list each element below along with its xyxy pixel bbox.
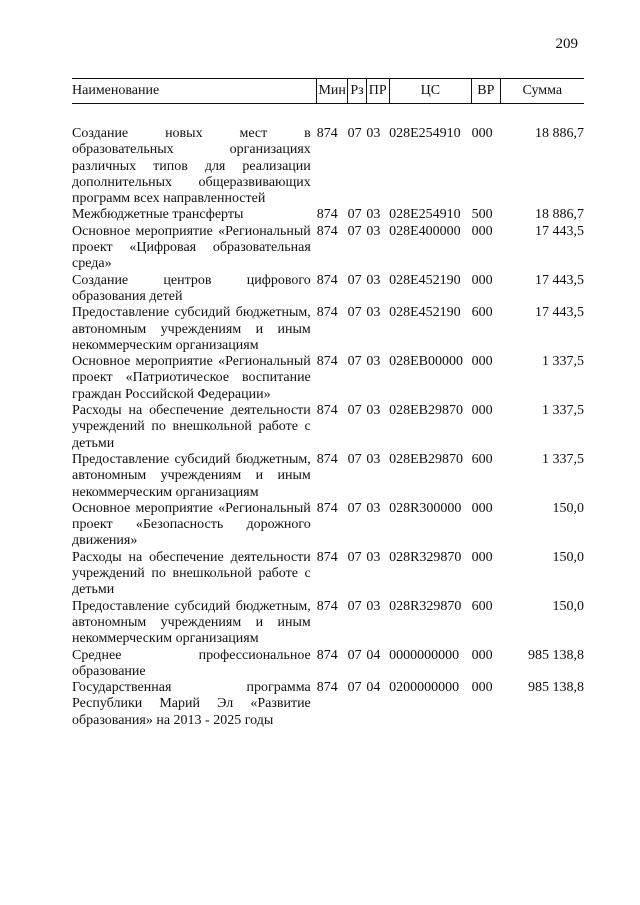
header-min: Мин [317, 79, 348, 104]
row-sum: 18 886,7 [535, 207, 584, 223]
row-sum: 985 138,8 [528, 680, 584, 696]
row-cs: 028EB29870 [389, 403, 463, 419]
row-sum: 1 337,5 [542, 451, 584, 467]
row-pr: 04 [366, 680, 381, 696]
table-row [72, 648, 584, 681]
row-pr: 03 [366, 549, 381, 565]
row-rz: 07 [347, 207, 362, 223]
row-rz: 07 [347, 500, 362, 516]
page-number: 209 [555, 36, 578, 52]
row-rz: 07 [347, 223, 362, 239]
row-name: Основное мероприятие «Региональный проект «Цифровая образовательная среда» [72, 223, 311, 272]
row-vr: 600 [471, 451, 493, 467]
row-vr: 000 [471, 126, 493, 141]
row-cs: 0000000000 [389, 647, 460, 663]
row-min: 874 [316, 126, 338, 141]
row-rz: 07 [347, 451, 362, 467]
row-sum: 985 138,8 [528, 647, 584, 663]
row-name: Создание новых мест в образовательных организациях различных типов для реализации дополнительных общеразвивающих программ всех направленностей [72, 126, 311, 207]
row-name: Межбюджетные трансферты [72, 207, 244, 223]
table-row [72, 354, 584, 403]
row-sum: 17 443,5 [535, 305, 584, 321]
header-cs: ЦС [389, 79, 471, 104]
row-min: 874 [316, 354, 338, 370]
row-name: Предоставление субсидий бюджетным, автономным учреждениям и иным некоммерческим организациям [72, 305, 311, 353]
row-pr: 03 [366, 451, 381, 467]
header-vr: ВР [472, 79, 501, 104]
row-name: Предоставление субсидий бюджетным, автономным учреждениям и иным некоммерческим организациям [72, 451, 311, 500]
row-pr: 03 [366, 354, 381, 370]
row-sum: 1 337,5 [542, 403, 584, 419]
row-rz: 07 [347, 305, 362, 321]
row-cs: 028E254910 [389, 207, 461, 223]
header-sum: Сумма [500, 79, 584, 104]
row-rz: 07 [347, 647, 362, 663]
table-header [72, 79, 584, 104]
row-vr: 000 [471, 223, 493, 239]
row-vr: 000 [471, 647, 493, 663]
row-cs: 028E254910 [389, 126, 461, 141]
row-sum: 18 886,7 [535, 126, 584, 141]
row-cs: 028EB29870 [389, 451, 463, 467]
row-sum: 150,0 [552, 549, 584, 565]
row-sum: 1 337,5 [542, 354, 584, 370]
row-sum: 17 443,5 [535, 272, 584, 288]
row-vr: 000 [471, 272, 493, 288]
row-rz: 07 [347, 680, 362, 696]
row-cs: 028R329870 [389, 598, 462, 614]
row-vr: 000 [471, 500, 493, 516]
row-name: Основное мероприятие «Региональный проект «Безопасность дорожного движения» [72, 500, 311, 549]
row-vr: 000 [471, 354, 493, 370]
row-rz: 07 [347, 126, 362, 141]
row-cs: 028R329870 [389, 549, 462, 565]
row-pr: 03 [366, 207, 381, 223]
row-vr: 500 [471, 207, 493, 223]
row-pr: 03 [366, 272, 381, 288]
row-cs: 028EB00000 [389, 354, 463, 370]
row-min: 874 [316, 598, 338, 614]
row-rz: 07 [347, 403, 362, 419]
row-name: Основное мероприятие «Региональный проект «Патриотическое воспитание граждан Российской Федерации» [72, 354, 311, 402]
table-row [72, 550, 584, 599]
spacer-row [72, 104, 584, 127]
table-row [72, 452, 584, 501]
row-pr: 03 [366, 598, 381, 614]
row-min: 874 [316, 549, 338, 565]
row-cs: 028R300000 [389, 500, 462, 516]
row-min: 874 [316, 207, 338, 223]
row-min: 874 [316, 451, 338, 467]
table-row [72, 273, 584, 306]
row-min: 874 [316, 305, 338, 321]
row-name: Предоставление субсидий бюджетным, автономным учреждениям и иным некоммерческим организациям [72, 598, 311, 647]
header-name: Наименование [72, 83, 160, 98]
table-row [72, 680, 584, 729]
table-row [72, 207, 584, 223]
row-name: Расходы на обеспечение деятельности учреждений по внешкольной работе с детьми [72, 403, 311, 451]
row-vr: 600 [471, 598, 493, 614]
row-rz: 07 [347, 598, 362, 614]
row-cs: 028E400000 [389, 223, 461, 239]
row-min: 874 [316, 647, 338, 663]
row-pr: 03 [366, 223, 381, 239]
row-sum: 150,0 [552, 500, 584, 516]
row-name: Создание центров цифрового образования детей [72, 272, 311, 304]
table-row [72, 126, 584, 207]
row-min: 874 [316, 500, 338, 516]
table-row [72, 599, 584, 648]
header-rz: Рз [348, 79, 367, 104]
row-cs: 0200000000 [389, 680, 460, 696]
row-rz: 07 [347, 354, 362, 370]
row-pr: 03 [366, 305, 381, 321]
row-min: 874 [316, 403, 338, 419]
row-min: 874 [316, 272, 338, 288]
budget-table [72, 78, 584, 729]
row-name: Среднее профессиональное образование [72, 647, 311, 679]
row-cs: 028E452190 [389, 272, 461, 288]
row-rz: 07 [347, 549, 362, 565]
row-name: Расходы на обеспечение деятельности учреждений по внешкольной работе с детьми [72, 549, 311, 598]
row-min: 874 [316, 223, 338, 239]
row-pr: 03 [366, 126, 381, 141]
table-body [72, 104, 584, 729]
row-rz: 07 [347, 272, 362, 288]
row-pr: 03 [366, 500, 381, 516]
row-cs: 028E452190 [389, 305, 461, 321]
row-pr: 03 [366, 403, 381, 419]
row-vr: 000 [471, 403, 493, 419]
row-vr: 000 [471, 549, 493, 565]
row-min: 874 [316, 680, 338, 696]
row-pr: 04 [366, 647, 381, 663]
table-row [72, 305, 584, 354]
row-sum: 150,0 [552, 598, 584, 614]
row-sum: 17 443,5 [535, 223, 584, 239]
table-row [72, 224, 584, 273]
row-vr: 000 [471, 680, 493, 696]
row-vr: 600 [471, 305, 493, 321]
table-row [72, 501, 584, 550]
row-name: Государственная программа Республики Марий Эл «Развитие образования» на 2013 - 2025 годы [72, 680, 311, 728]
header-pr: ПР [366, 79, 389, 104]
table-row [72, 403, 584, 452]
